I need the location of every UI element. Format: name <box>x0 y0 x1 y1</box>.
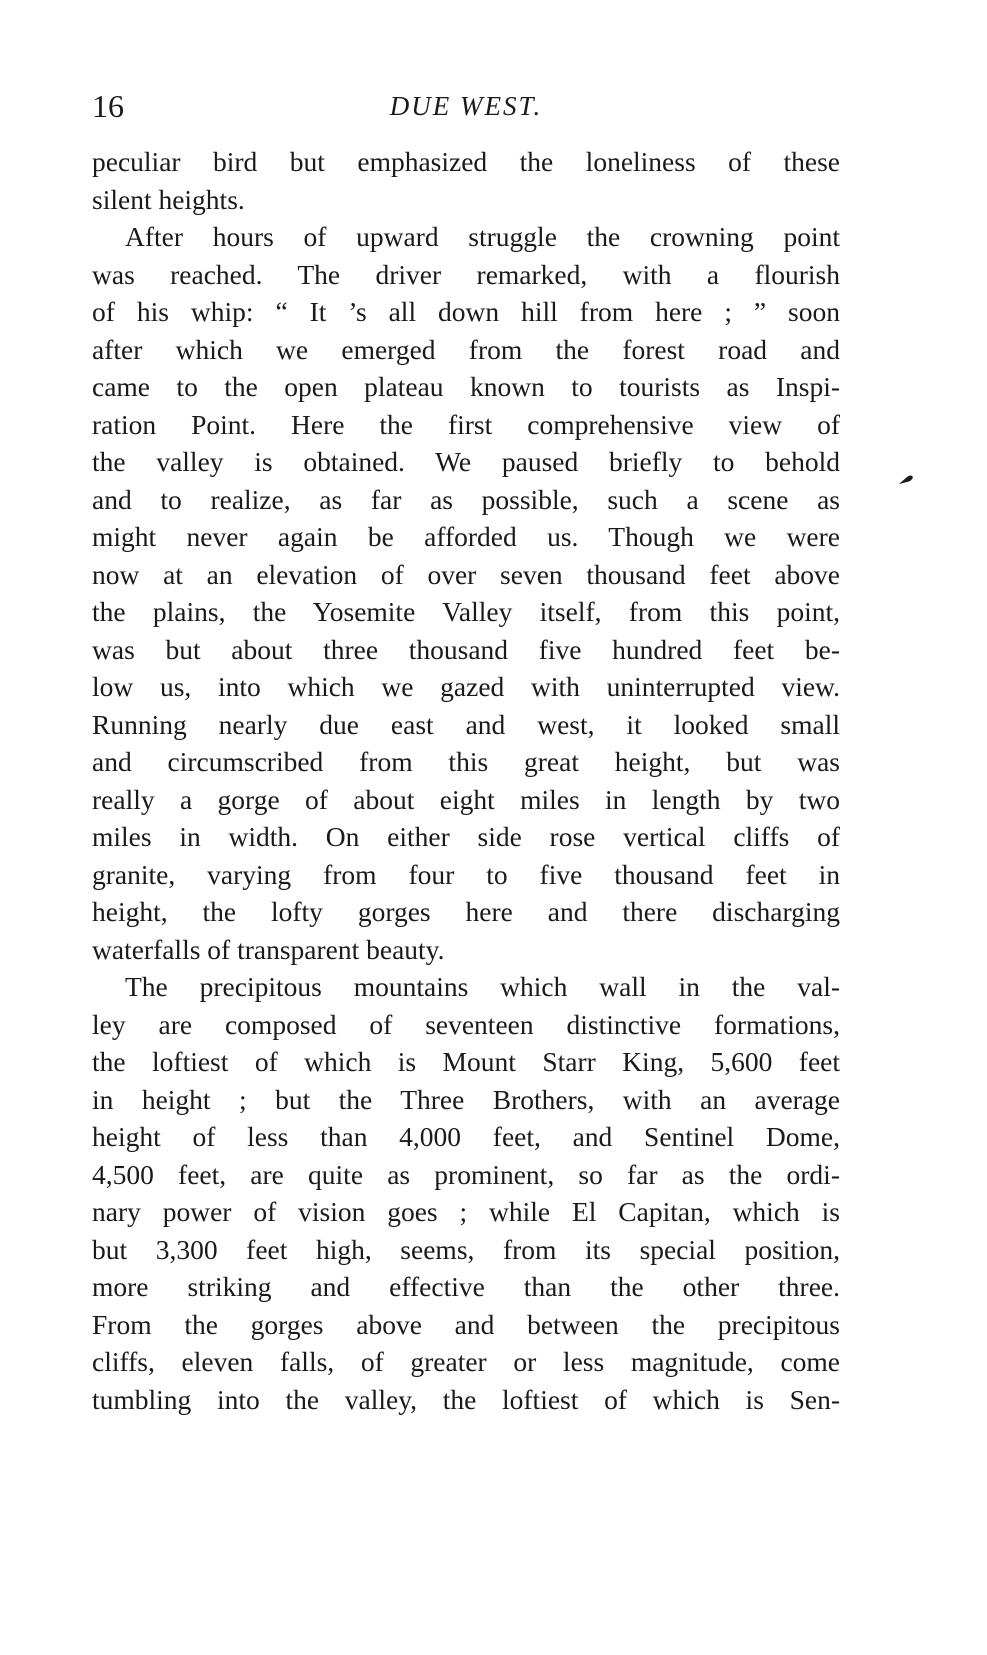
text-line: was reached. The driver remarked, with a flourish <box>92 258 840 290</box>
text-line: after which we emerged from the forest road and <box>92 333 840 365</box>
running-title: DUE WEST. <box>389 91 543 121</box>
text-line: in height ; but the Three Brothers, with an average <box>92 1083 840 1115</box>
text-line: now at an elevation of over seven thousand feet above <box>92 558 840 590</box>
text-line: After hours of upward struggle the crowning point <box>125 221 840 252</box>
text-line: more striking and effective than the other three. <box>92 1271 840 1302</box>
text-line: might never again be afforded us. Though we were <box>92 521 840 552</box>
text-line: the valley is obtained. We paused briefly to behold <box>92 446 840 477</box>
text-line: silent heights. <box>92 183 245 215</box>
text-line: and to realize, as far as possible, such a scene as <box>92 483 840 515</box>
text-line: Running nearly due east and west, it looked small <box>92 708 840 740</box>
text-line: ley are composed of seventeen distinctive formations, <box>92 1008 840 1040</box>
body-text <box>92 143 840 1418</box>
text-line: of his whip: “ It ’s all down hill from here ; ” soon <box>92 296 840 327</box>
page-number: 16 <box>92 88 124 124</box>
text-line: really a gorge of about eight miles in length by two <box>92 783 840 815</box>
text-line: low us, into which we gazed with uninterrupted view. <box>92 671 840 702</box>
text-line: peculiar bird but emphasized the loneliness of these <box>92 146 840 177</box>
page-header <box>92 82 840 130</box>
text-line: height, the lofty gorges here and there discharging <box>92 896 840 927</box>
text-line: the plains, the Yosemite Valley itself, from this point, <box>92 596 840 627</box>
text-line: From the gorges above and between the precipitous <box>92 1308 840 1340</box>
text-line: the loftiest of which is Mount Starr King, 5,600 feet <box>92 1046 840 1077</box>
text-line: came to the open plateau known to tourists as Inspi- <box>92 371 840 402</box>
text-line: was but about three thousand five hundred feet be- <box>92 633 840 665</box>
text-line: granite, varying from four to five thousand feet in <box>92 858 840 890</box>
text-line: height of less than 4,000 feet, and Sentinel Dome, <box>92 1121 840 1152</box>
text-line: ration Point. Here the first comprehensive view of <box>92 408 840 440</box>
text-line: 4,500 feet, are quite as prominent, so far as the ordi- <box>92 1158 840 1190</box>
text-line: but 3,300 feet high, seems, from its special position, <box>92 1233 840 1265</box>
text-line: tumbling into the valley, the loftiest of which is Sen- <box>92 1383 840 1415</box>
text-line: cliffs, eleven falls, of greater or less magnitude, come <box>92 1346 840 1377</box>
text-line: miles in width. On either side rose vertical cliffs of <box>92 821 840 852</box>
text-line: The precipitous mountains which wall in the val- <box>125 971 840 1002</box>
text-line: nary power of vision goes ; while El Capitan, which is <box>92 1196 840 1227</box>
text-line: and circumscribed from this great height, but was <box>92 746 840 777</box>
text-line: waterfalls of transparent beauty. <box>92 933 445 965</box>
ink-blot-mark <box>898 474 914 486</box>
